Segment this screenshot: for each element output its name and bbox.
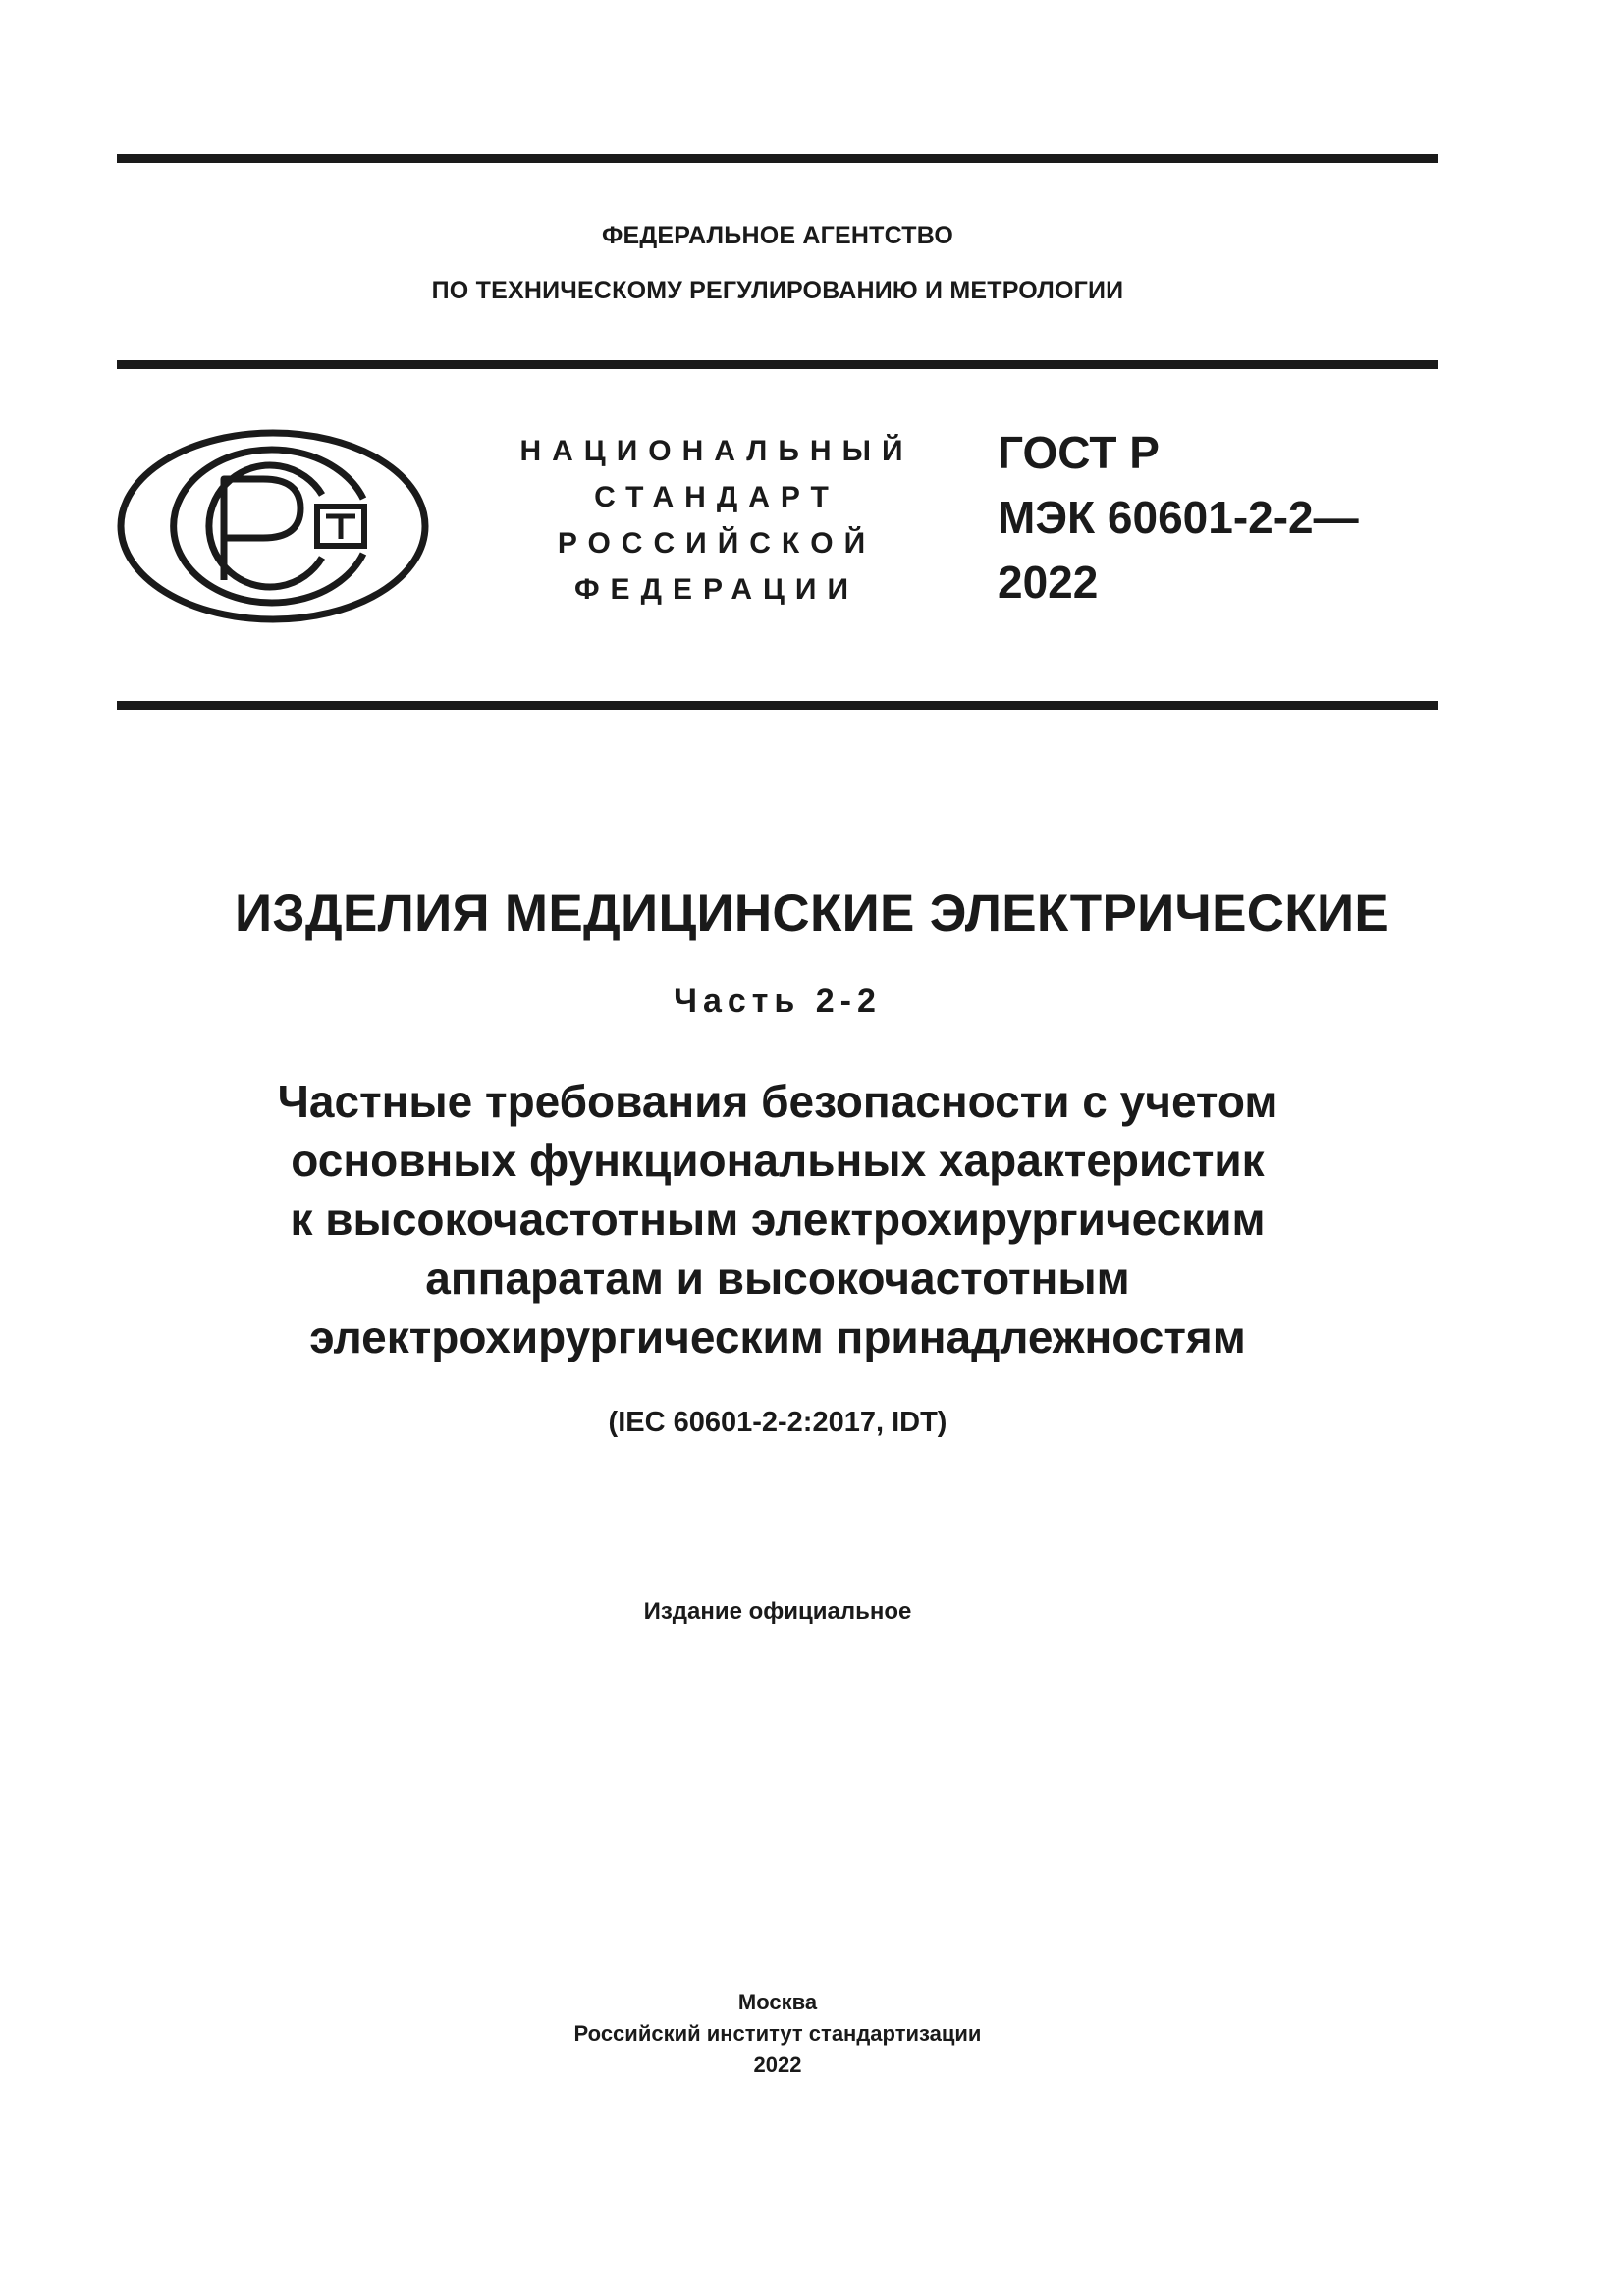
national-standard-label — [491, 428, 943, 613]
document-title: ИЗДЕЛИЯ МЕДИЦИНСКИЕ ЭЛЕКТРИЧЕСКИЕ — [234, 884, 1389, 942]
agency-line-2: ПО ТЕХНИЧЕСКОМУ РЕГУЛИРОВАНИЮ И МЕТРОЛОГИИ — [431, 277, 1124, 304]
publisher-city: Москва — [737, 1990, 818, 2014]
subtitle-line-2: основных функциональных характеристик — [291, 1135, 1265, 1186]
top-rule — [117, 154, 1438, 163]
agency-line-1: ФЕДЕРАЛЬНОЕ АГЕНТСТВО — [602, 222, 953, 249]
designation-line-2: МЭК 60601-2-2— — [998, 492, 1359, 543]
international-reference: (IEC 60601-2-2:2017, IDT) — [608, 1407, 947, 1438]
standard-designation — [998, 420, 1430, 614]
part-number: Часть 2-2 — [674, 983, 882, 1020]
subtitle-line-3: к высокочастотным электрохирургическим — [290, 1194, 1266, 1245]
national-standard-line-3: РОССИЙСКОЙ — [557, 527, 877, 560]
subtitle-line-1: Частные требования безопасности с учетом — [277, 1076, 1278, 1127]
middle-rule — [117, 360, 1438, 369]
document-subtitle — [117, 1072, 1438, 1366]
rst-certification-logo-icon — [116, 428, 430, 624]
subtitle-line-5: электрохирургическим принадлежностям — [309, 1311, 1246, 1362]
publisher-block — [117, 1987, 1438, 2081]
national-standard-line-4: ФЕДЕРАЦИИ — [573, 573, 860, 606]
national-standard-line-2: СТАНДАРТ — [594, 481, 839, 513]
designation-line-3: 2022 — [998, 557, 1099, 608]
national-standard-line-1: НАЦИОНАЛЬНЫЙ — [519, 435, 914, 467]
edition-label: Издание официальное — [643, 1598, 912, 1625]
publication-year: 2022 — [753, 2053, 802, 2077]
publisher-institute: Российский институт стандартизации — [573, 2021, 982, 2046]
rst-logo — [116, 428, 430, 624]
lower-rule — [117, 701, 1438, 710]
designation-line-1: ГОСТ Р — [998, 427, 1160, 478]
subtitle-line-4: аппаратам и высокочастотным — [425, 1253, 1130, 1304]
